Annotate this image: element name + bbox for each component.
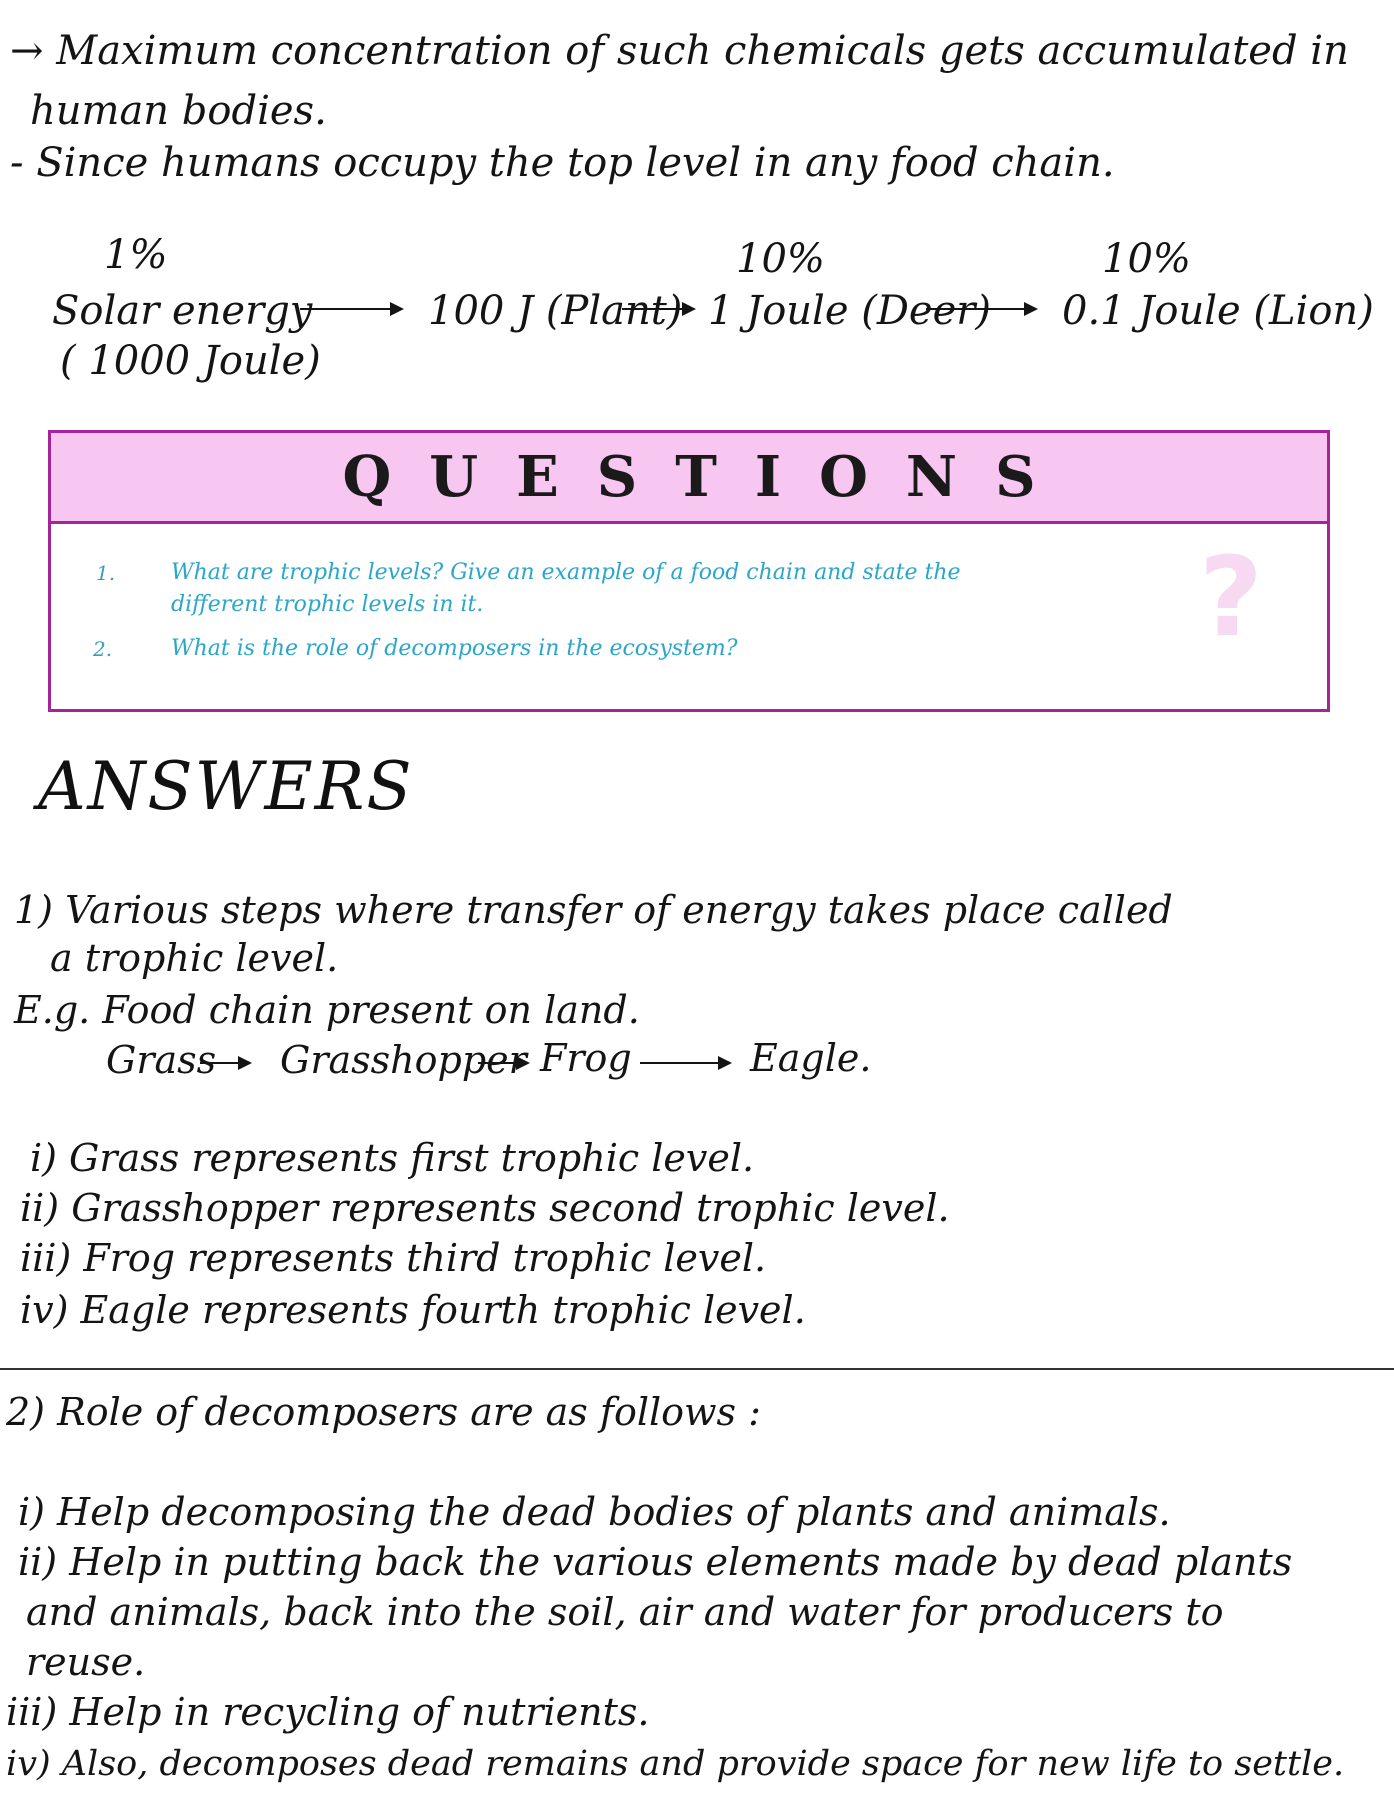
plant-energy: 100 J (Plant)	[428, 288, 683, 334]
answer-1-point: ii) Grasshopper represents second trophic level.	[20, 1186, 950, 1230]
question-number: 2.	[93, 637, 113, 661]
intro-line-2: human bodies.	[30, 88, 327, 134]
solar-percent: 1%	[104, 232, 168, 278]
arrow-icon	[200, 1062, 248, 1064]
answer-1-line-1: 1) Various steps where transfer of energy takes place called	[14, 888, 1173, 932]
answer-2-point: iv) Also, decomposes dead remains and provide space for new life to settle.	[6, 1744, 1345, 1784]
question-mark-icon: ?	[1199, 533, 1263, 661]
questions-box	[48, 430, 1330, 712]
answer-1-line-2: a trophic level.	[50, 936, 339, 980]
answers-title: ANSWERS	[38, 748, 414, 825]
answer-2-heading: 2) Role of decomposers are as follows :	[6, 1390, 761, 1434]
intro-line-3: - Since humans occupy the top level in any food chain.	[10, 140, 1115, 186]
lion-percent: 10%	[1102, 236, 1191, 282]
answer-1-point: iv) Eagle represents fourth trophic level.	[20, 1288, 806, 1332]
chain-grass: Grass	[106, 1038, 217, 1082]
questions-header	[51, 433, 1327, 524]
questions-title: QUESTIONS	[342, 444, 1074, 510]
chain-eagle: Eagle.	[750, 1036, 872, 1080]
arrow-icon	[300, 308, 400, 310]
arrow-icon	[640, 1062, 728, 1064]
question-number: 1.	[96, 561, 116, 585]
intro-line-1: → Maximum concentration of such chemicals gets accumulated in	[10, 28, 1349, 74]
answer-2-point: i) Help decomposing the dead bodies of plants and animals.	[18, 1490, 1171, 1534]
answer-2-point: and animals, back into the soil, air and water for producers to	[26, 1590, 1224, 1634]
question-1-line-1: What are trophic levels? Give an example of a food chain and state the	[171, 560, 961, 585]
answer-2-point: iii) Help in recycling of nutrients.	[6, 1690, 650, 1734]
deer-percent: 10%	[736, 236, 825, 282]
arrow-icon	[926, 308, 1034, 310]
lion-energy: 0.1 Joule (Lion)	[1062, 288, 1374, 334]
chain-frog: Frog	[540, 1036, 632, 1080]
answer-2-point: ii) Help in putting back the various elements made by dead plants	[18, 1540, 1293, 1584]
answer-1-example: E.g. Food chain present on land.	[14, 988, 640, 1032]
answer-1-point: i) Grass represents first trophic level.	[30, 1136, 755, 1180]
solar-label: Solar energy	[52, 288, 313, 334]
question-1-line-2: different trophic levels in it.	[171, 592, 484, 617]
answer-2-point: reuse.	[26, 1640, 146, 1684]
arrow-icon	[478, 1062, 526, 1064]
solar-amount: ( 1000 Joule)	[60, 338, 321, 384]
question-2-line-1: What is the role of decomposers in the ecosystem?	[171, 636, 738, 661]
section-divider	[0, 1368, 1394, 1370]
arrow-icon	[622, 308, 692, 310]
deer-energy: 1 Joule (Deer)	[708, 288, 991, 334]
chain-grasshopper: Grasshopper	[280, 1038, 527, 1082]
answer-1-point: iii) Frog represents third trophic level.	[20, 1236, 767, 1280]
